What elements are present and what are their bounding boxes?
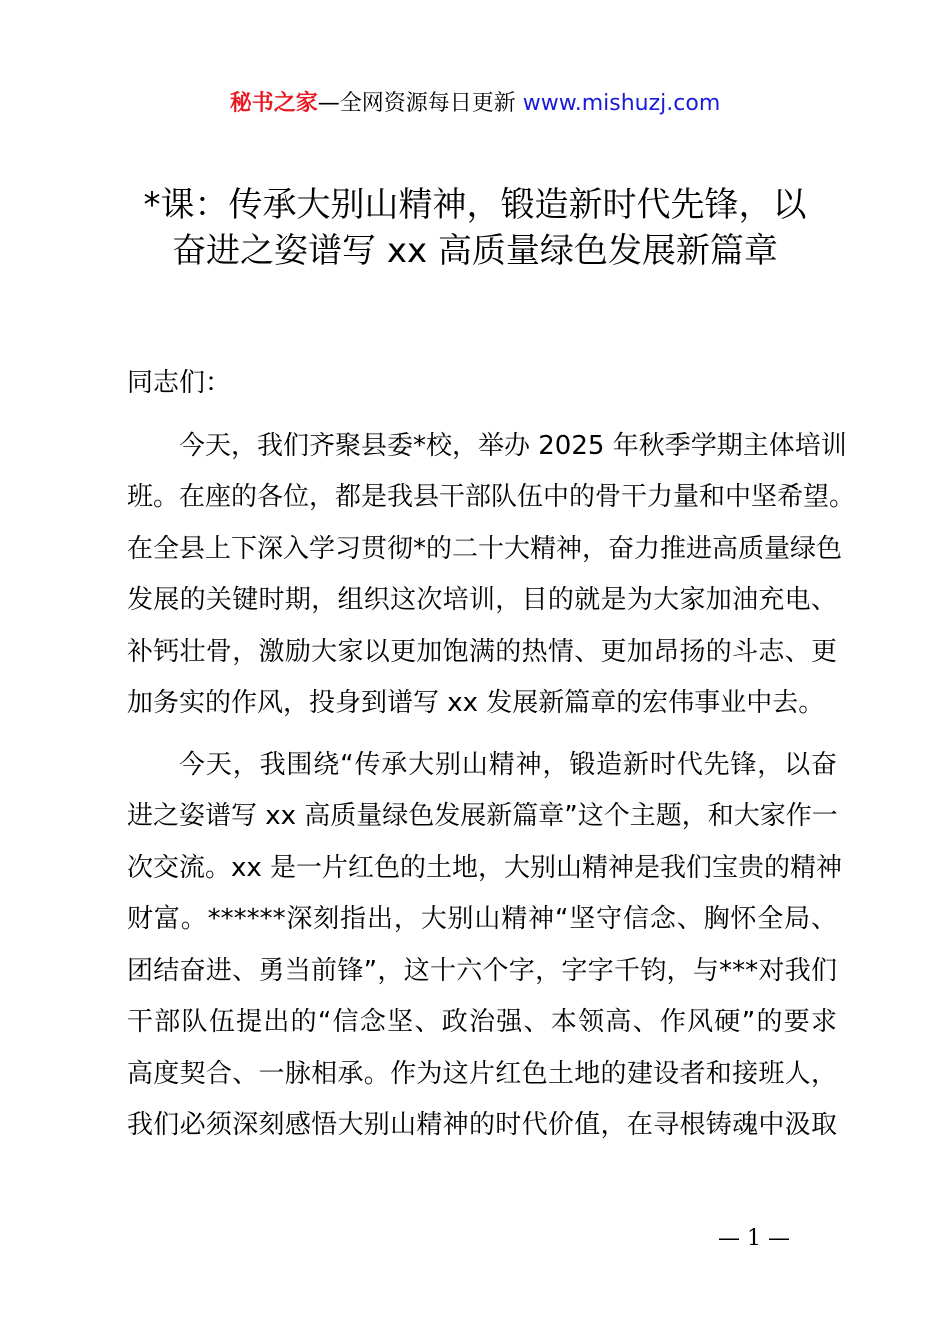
page-number: — 1 —	[718, 1226, 790, 1251]
brand-name: 秘书之家	[229, 91, 318, 116]
paragraph-line: 财富。******深刻指出，大别山精神“坚守信念、胸怀全局、	[127, 904, 837, 934]
title-line-1: *课：传承大别山精神，锻造新时代先锋，以	[143, 185, 807, 225]
document-body	[127, 358, 856, 1162]
paragraph-line: 发展的关键时期，组织这次培训，目的就是为大家加油充电、	[127, 585, 837, 615]
paragraph-line: 在全县上下深入学习贯彻*的二十大精神，奋力推进高质量绿色	[127, 533, 843, 564]
paragraph-line: 次交流。xx 是一片红色的土地，大别山精神是我们宝贵的精神	[127, 852, 843, 883]
header-tagline: —全网资源每日更新	[317, 91, 523, 116]
paragraph-line: 今天，我们齐聚县委*校，举办 2025 年秋季学期主体培训	[179, 430, 847, 461]
document-title	[90, 182, 860, 274]
paragraph-line: 我们必须深刻感悟大别山精神的时代价值，在寻根铸魂中汲取	[127, 1110, 837, 1140]
paragraph-line: 进之姿谱写 xx 高质量绿色发展新篇章”这个主题，和大家作一	[127, 801, 838, 831]
paragraph-2	[127, 740, 843, 1152]
site-header	[0, 88, 950, 120]
site-url-link[interactable]: www.mishuzj.com	[522, 91, 721, 116]
title-line-2: 奋进之姿谱写 xx 高质量绿色发展新篇章	[172, 231, 778, 271]
paragraph-line: 加务实的作风，投身到谱写 xx 发展新篇章的宏伟事业中去。	[127, 688, 825, 718]
paragraph-line: 补钙壮骨，激励大家以更加饱满的热情、更加昂扬的斗志、更	[127, 636, 837, 667]
paragraph-1	[127, 421, 856, 730]
paragraph-line: 干部队伍提出的“信念坚、政治强、本领高、作风硬”的要求	[127, 1007, 837, 1037]
paragraph-line: 班。在座的各位，都是我县干部队伍中的骨干力量和中坚希望。	[127, 482, 856, 512]
paragraph-line: 团结奋进、勇当前锋”，这十六个字，字字千钧，与***对我们	[127, 955, 837, 986]
paragraph-line: 高度契合、一脉相承。作为这片红色土地的建设者和接班人，	[127, 1058, 837, 1089]
paragraph-line: 今天，我围绕“传承大别山精神，锻造新时代先锋，以奋	[179, 749, 837, 780]
salutation: 同志们：	[127, 368, 232, 398]
